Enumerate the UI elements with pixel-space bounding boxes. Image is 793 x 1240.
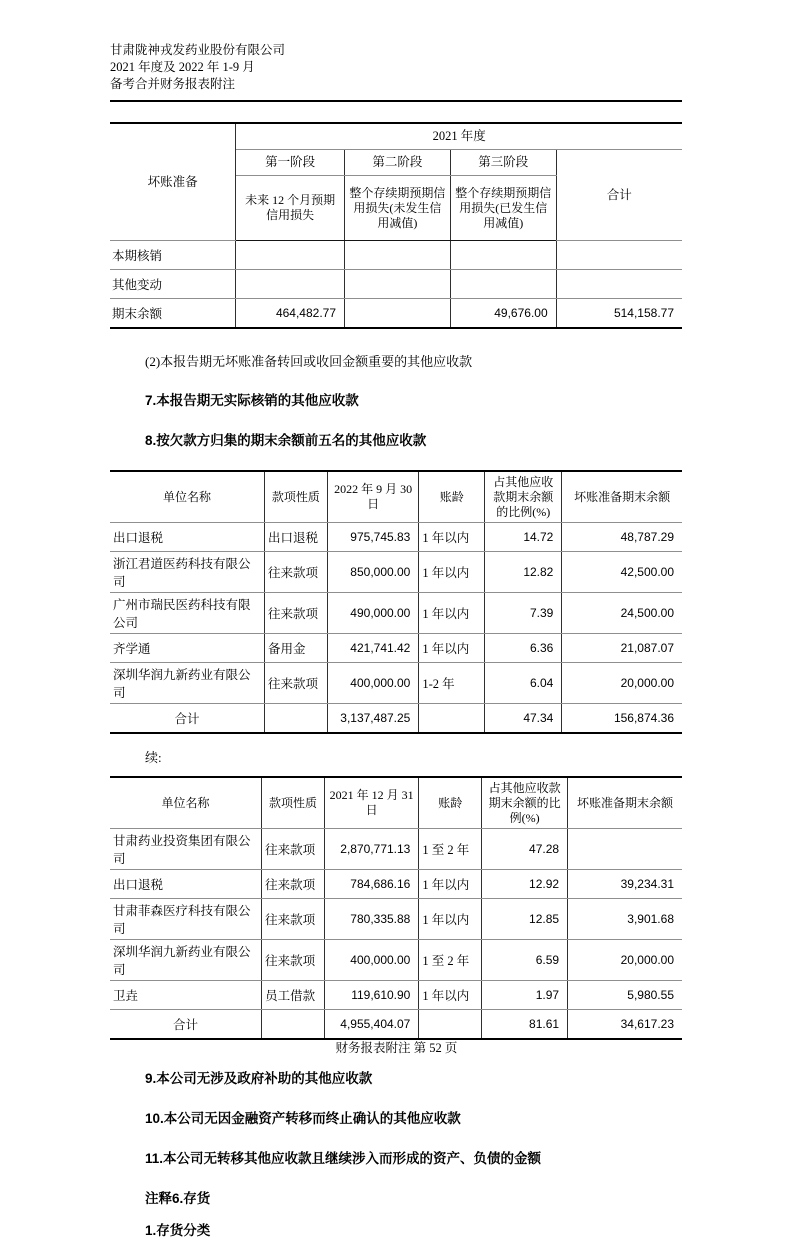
cell: 甘肃药业投资集团有限公司 — [110, 829, 262, 870]
continued-label: 续: — [145, 750, 162, 765]
cell — [450, 270, 556, 299]
cell: 往来款项 — [264, 663, 327, 704]
heading-9: 9.本公司无涉及政府补助的其他应收款 — [145, 1071, 373, 1086]
table-row — [110, 471, 682, 523]
cell: 20,000.00 — [568, 940, 682, 981]
cell: 400,000.00 — [327, 663, 419, 704]
col-header-total: 合计 — [556, 150, 682, 241]
table-row — [110, 593, 682, 634]
cell: 20,000.00 — [562, 663, 682, 704]
cell: 119,610.90 — [324, 981, 418, 1010]
cell: 5,980.55 — [568, 981, 682, 1010]
cell: 1 年以内 — [419, 981, 482, 1010]
cell: 广州市瑞民医药科技有限公司 — [110, 593, 264, 634]
total-label: 合计 — [110, 704, 264, 734]
cell: 7.39 — [485, 593, 562, 634]
cell: 1-2 年 — [419, 663, 485, 704]
cell: 备用金 — [264, 634, 327, 663]
table-row — [110, 634, 682, 663]
cell: 往来款项 — [262, 829, 325, 870]
col-header-nature: 款项性质 — [264, 471, 327, 523]
cell: 出口退税 — [110, 523, 264, 552]
col-header-stage2: 第二阶段 — [345, 150, 451, 176]
row-label: 期末余额 — [110, 299, 236, 329]
col-header-provision: 坏账准备期末余额 — [562, 471, 682, 523]
cell: 780,335.88 — [324, 899, 418, 940]
cell — [345, 241, 451, 270]
cell: 47.34 — [485, 704, 562, 734]
cell: 齐学通 — [110, 634, 264, 663]
table-row — [110, 870, 682, 899]
cell: 1 年以内 — [419, 870, 482, 899]
cell: 6.04 — [485, 663, 562, 704]
cell — [568, 829, 682, 870]
cell: 甘肃菲森医疗科技有限公司 — [110, 899, 262, 940]
cell: 往来款项 — [262, 899, 325, 940]
heading-10: 10.本公司无因金融资产转移而终止确认的其他应收款 — [145, 1111, 461, 1126]
table-row — [110, 552, 682, 593]
report-title: 备考合并财务报表附注 — [110, 77, 236, 91]
cell: 12.82 — [485, 552, 562, 593]
cell: 出口退税 — [110, 870, 262, 899]
cell — [450, 241, 556, 270]
table-row — [110, 940, 682, 981]
cell: 42,500.00 — [562, 552, 682, 593]
stage3-description: 整个存续期预期信用损失(已发生信用减值) — [450, 176, 556, 241]
year-header: 2021 年度 — [236, 123, 682, 150]
cell: 深圳华润九新药业有限公司 — [110, 940, 262, 981]
stage1-description: 未来 12 个月预期信用损失 — [236, 176, 345, 241]
cell: 员工借款 — [262, 981, 325, 1010]
top-five-receivables-table-2021 — [110, 776, 682, 1040]
page-footer: 财务报表附注 第 52 页 — [335, 1041, 458, 1055]
cell: 深圳华润九新药业有限公司 — [110, 663, 264, 704]
row-label: 本期核销 — [110, 241, 236, 270]
cell — [556, 241, 682, 270]
cell: 12.92 — [482, 870, 568, 899]
cell: 81.61 — [482, 1010, 568, 1040]
cell: 6.59 — [482, 940, 568, 981]
table-row — [110, 299, 682, 329]
cell: 21,087.07 — [562, 634, 682, 663]
cell: 24,500.00 — [562, 593, 682, 634]
cell: 850,000.00 — [327, 552, 419, 593]
cell: 464,482.77 — [236, 299, 345, 329]
row-label: 其他变动 — [110, 270, 236, 299]
col-header-aging: 账龄 — [419, 777, 482, 829]
cell: 1 年以内 — [419, 593, 485, 634]
cell: 400,000.00 — [324, 940, 418, 981]
heading-7: 7.本报告期无实际核销的其他应收款 — [145, 393, 359, 408]
table-row — [110, 241, 682, 270]
cell: 49,676.00 — [450, 299, 556, 329]
cell: 浙江君道医药科技有限公司 — [110, 552, 264, 593]
cell: 1.97 — [482, 981, 568, 1010]
cell: 12.85 — [482, 899, 568, 940]
cell: 1 年以内 — [419, 552, 485, 593]
company-name: 甘肃陇神戎发药业股份有限公司 — [110, 43, 286, 57]
cell — [236, 241, 345, 270]
table-row — [110, 523, 682, 552]
heading-8: 8.按欠款方归集的期末余额前五名的其他应收款 — [145, 433, 427, 448]
cell: 34,617.23 — [568, 1010, 682, 1040]
cell: 往来款项 — [264, 593, 327, 634]
total-row — [110, 704, 682, 734]
col-header-ratio: 占其他应收款期末余额的比例(%) — [485, 471, 562, 523]
cell: 3,137,487.25 — [327, 704, 419, 734]
cell: 4,955,404.07 — [324, 1010, 418, 1040]
cell — [556, 270, 682, 299]
cell: 卫垚 — [110, 981, 262, 1010]
col-header-unit-name: 单位名称 — [110, 471, 264, 523]
paragraph-no-reversal: (2)本报告期无坏账准备转回或收回金额重要的其他应收款 — [145, 354, 473, 369]
cell: 3,901.68 — [568, 899, 682, 940]
cell: 421,741.42 — [327, 634, 419, 663]
col-header-date: 2022 年 9 月 30 日 — [327, 471, 419, 523]
table-row — [110, 777, 682, 829]
table-row — [110, 123, 682, 150]
cell — [345, 299, 451, 329]
cell: 1 至 2 年 — [419, 940, 482, 981]
cell: 48,787.29 — [562, 523, 682, 552]
cell: 往来款项 — [262, 870, 325, 899]
cell: 14.72 — [485, 523, 562, 552]
cell — [264, 704, 327, 734]
cell: 490,000.00 — [327, 593, 419, 634]
cell: 784,686.16 — [324, 870, 418, 899]
table-row — [110, 899, 682, 940]
bad-debt-provision-table — [110, 122, 682, 329]
cell: 出口退税 — [264, 523, 327, 552]
cell: 1 年以内 — [419, 899, 482, 940]
col-header-ratio: 占其他应收款期末余额的比例(%) — [482, 777, 568, 829]
col-header-aging: 账龄 — [419, 471, 485, 523]
report-period: 2021 年度及 2022 年 1-9 月 — [110, 60, 255, 74]
document-header — [110, 0, 682, 93]
cell — [419, 704, 485, 734]
table-row — [110, 981, 682, 1010]
table-row — [110, 829, 682, 870]
cell: 6.36 — [485, 634, 562, 663]
cell: 1 年以内 — [419, 634, 485, 663]
col-header-unit-name: 单位名称 — [110, 777, 262, 829]
corner-header: 坏账准备 — [110, 123, 236, 241]
cell: 39,234.31 — [568, 870, 682, 899]
cell: 1 至 2 年 — [419, 829, 482, 870]
cell — [262, 1010, 325, 1040]
table-row — [110, 270, 682, 299]
total-label: 合计 — [110, 1010, 262, 1040]
top-five-receivables-table-2022 — [110, 470, 682, 734]
cell: 往来款项 — [264, 552, 327, 593]
col-header-provision: 坏账准备期末余额 — [568, 777, 682, 829]
note-6-1-heading: 1.存货分类 — [145, 1223, 211, 1238]
cell — [236, 270, 345, 299]
col-header-date: 2021 年 12 月 31 日 — [324, 777, 418, 829]
cell: 47.28 — [482, 829, 568, 870]
col-header-stage1: 第一阶段 — [236, 150, 345, 176]
heading-11: 11.本公司无转移其他应收款且继续涉入而形成的资产、负债的金额 — [145, 1151, 542, 1166]
table-row — [110, 663, 682, 704]
cell: 514,158.77 — [556, 299, 682, 329]
header-rule — [110, 100, 682, 102]
note-6-heading: 注释6.存货 — [145, 1191, 211, 1206]
cell: 往来款项 — [262, 940, 325, 981]
total-row — [110, 1010, 682, 1040]
cell: 1 年以内 — [419, 523, 485, 552]
cell: 975,745.83 — [327, 523, 419, 552]
cell: 2,870,771.13 — [324, 829, 418, 870]
stage2-description: 整个存续期预期信用损失(未发生信用减值) — [345, 176, 451, 241]
cell — [345, 270, 451, 299]
cell: 156,874.36 — [562, 704, 682, 734]
col-header-stage3: 第三阶段 — [450, 150, 556, 176]
cell — [419, 1010, 482, 1040]
col-header-nature: 款项性质 — [262, 777, 325, 829]
